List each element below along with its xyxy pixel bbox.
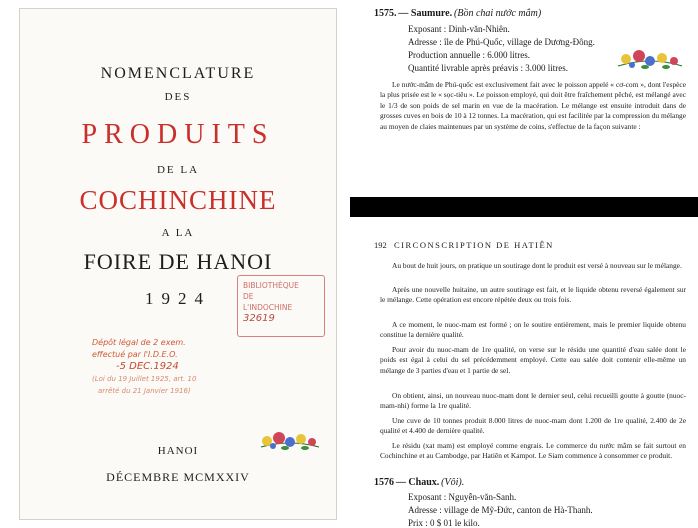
entry-heading [374,8,541,19]
entry-field: Exposant : Dinh-văn-Nhiên. [408,24,510,34]
body-paragraph [380,320,686,341]
cover-title-produits: PRODUITS [81,119,275,150]
legal-deposit-stamp [92,337,196,397]
body-paragraph [380,441,686,462]
cover-title-line-4: DE LA [156,164,200,176]
paragraph-text: Le nước-mắm de Phú-quốc est exclusivement fait avec le poisson appelé « cơ-com », dont l'espèce la plus prisée est le « sọc-tiêu ». Le poisson employé, qui doit être fraîchement pêché, est mélangé avec le 1/3 de son poids de sel marin en vue de la macération. Le mélange est ensuite introduit dans de grosses cuves en bois de 10 à 12 tonnes. La macération, qui est facilitée par la compression du mélange au moyen de claies maintenues par un système de coins, s'effectue de la façon suivante : [380,80,686,131]
deposit-line: Dépôt légal de 2 exem. [92,338,186,347]
body-paragraph [380,285,686,306]
entry-field: Production annuelle : 6.000 litres. [408,50,530,60]
cover-year: 1924 [145,289,211,308]
catalogue-page-192 [356,219,698,528]
cover-title-line-1: NOMENCLATURE [100,65,256,82]
entry-field: Adresse : village de Mỹ-Đức, canton de Hà-Thanh. [408,505,593,515]
entry-field: Exposant : Nguyễn-văn-Sanh. [408,492,517,502]
paragraph-text: On obtient, ainsi, un nouveau nuoc-mam dont le dernier seul, celui recueilli goutte à goutte (nuoc-mam-nhi) forme la 1re qualité. [380,391,686,411]
entry-number: 1576 [374,477,394,488]
library-stamp [237,275,325,337]
paragraph-text: Pour avoir du nuoc-mam de 1re qualité, on verse sur le résidu une quantité d'eau salée dont le poids est égal à celui du sel précédemment employé. Cette eau salée doit contenir elle-même un mélange de 3 parties d'eau et 1 partie de sel. [380,345,686,375]
entry-number: 1575. [374,8,397,19]
cover-place: HANOI [157,445,199,457]
cover-date: DÉCEMBRE MCMXXIV [106,470,250,484]
entry-heading [374,477,464,488]
paragraph-text: Le résidu (xat mam) est employé comme engrais. Le commerce du nước mắm se fait surtout en Cochinchine et au Cambodge, par Hatiên et Kampot. Le Siam commence à consommer ce produit. [380,441,686,461]
paragraph-text: Au bout de huit jours, on pratique un soutirage dont le produit est versé à nouveau sur le mélange. [392,261,682,270]
stamp-line: L'INDOCHINE [243,303,293,312]
entry-title: — Saumure. [398,8,453,19]
body-paragraph [380,261,686,271]
page-number: 192 [374,240,387,250]
entry-field: Adresse : île de Phú-Quốc, village de Dương-Đông. [408,37,595,47]
deposit-line: (Loi du 19 Juillet 1925, art. 10 [92,375,197,383]
entry-note: (Vôi). [441,477,465,488]
entry-field: Quantité livrable après préavis : 3.000 litres. [408,63,568,73]
flower-ornament-icon [614,46,686,72]
body-paragraph [380,80,686,132]
cover-title-cochinchine: COCHINCHINE [79,185,277,215]
running-head: CIRCONSCRIPTION DE HATIÊN [394,240,554,250]
body-paragraph [380,345,686,376]
deposit-line: arrêté du 21 Janvier 1916) [98,387,191,395]
deposit-date: -5 DEC.1924 [116,361,179,372]
paragraph-text: Une cuve de 10 tonnes produit 8.000 litres de nuoc-mam dont 1.200 de 1re qualité, 2.400 de 2e qualité et 4.400 de dernière qualité. [380,416,686,436]
catalogue-page-saumure [356,0,698,196]
deposit-line: effectué par l'I.D.E.O. [92,350,178,359]
entry-field: Prix : 0 $ 01 le kilo. [408,518,480,528]
cover-title-line-2: DES [164,91,192,103]
stamp-line: BIBLIOTHÈQUE [243,281,299,290]
black-divider-bar [350,197,698,217]
cover-title-line-6: A LA [161,227,195,239]
cover-title-foire: FOIRE DE HANOI [83,249,273,274]
paragraph-text: A ce moment, le nuoc-mam est formé ; on le soutire entièrement, mais le premier liquide obtenu constitue la dernière qualité. [380,320,686,340]
stamp-line: DE [243,292,254,301]
entry-note: (Bồn chai nước mắm) [454,8,542,19]
cover-page [19,8,337,520]
body-paragraph [380,391,686,412]
body-paragraph [380,416,686,437]
paragraph-text: Après une nouvelle huitaine, un autre soutirage est fait, et le liquide obtenu reversé également sur le mélange. Cette opération est encore répétée deux ou trois fois. [380,285,686,305]
entry-title: — Chaux. [395,477,440,488]
stamp-number: 32619 [243,313,275,324]
